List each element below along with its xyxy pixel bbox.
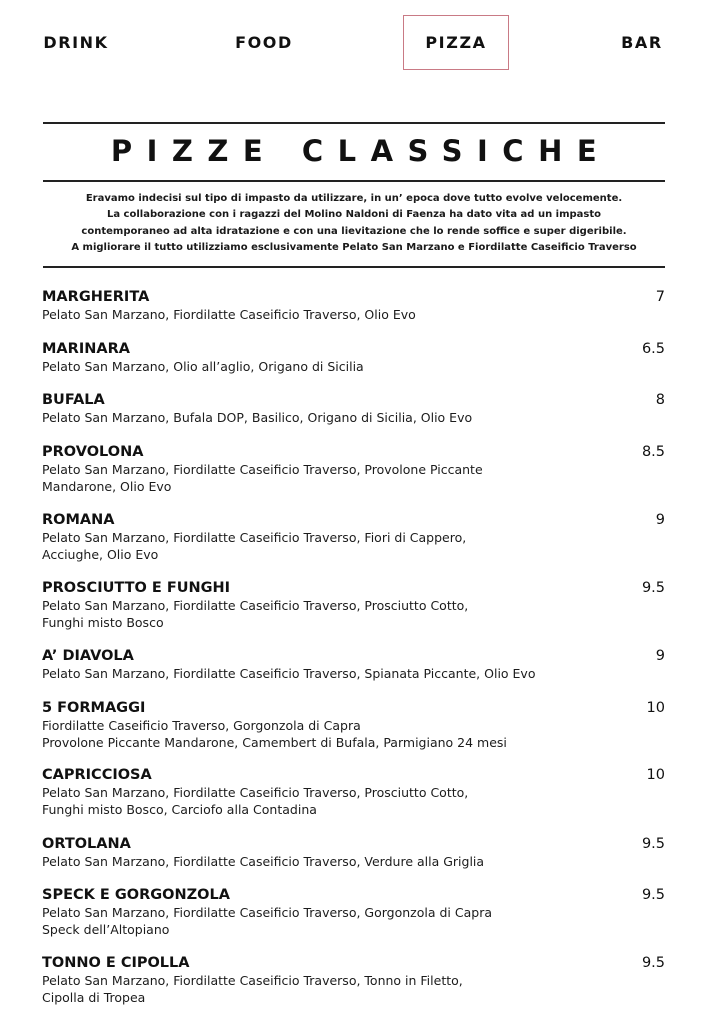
item-description: Provolone Piccante Mandarone, Camembert di Bufala, Parmigiano 24 mesi (42, 735, 507, 750)
item-price: 8 (655, 392, 665, 408)
item-name: PROVOLONA (42, 444, 144, 460)
menu-item-diavola (42, 648, 667, 682)
item-description: Pelato San Marzano, Fiordilatte Caseificio Traverso, Tonno in Filetto, (42, 973, 463, 988)
intro-line: A migliorare il tutto utilizziamo esclusivamente Pelato San Marzano e Fiordilatte Caseificio Traverso (71, 241, 637, 253)
menu-item-speck-e-gorgonzola (42, 887, 667, 938)
tab-pizza[interactable]: PIZZA (403, 15, 509, 70)
section-intro (43, 191, 665, 256)
item-price: 10 (646, 767, 665, 783)
item-name: MARGHERITA (42, 289, 150, 305)
item-name: CAPRICCIOSA (42, 767, 152, 783)
item-name: TONNO E CIPOLLA (42, 955, 190, 971)
item-description: Pelato San Marzano, Fiordilatte Caseificio Traverso, Prosciutto Cotto, (42, 598, 469, 613)
item-price: 9 (655, 648, 665, 664)
intro-line: La collaborazione con i ragazzi del Molino Naldoni di Faenza ha dato vita ad un impasto (106, 209, 602, 221)
menu-item-prosciutto-e-funghi (42, 580, 667, 631)
divider (43, 122, 665, 124)
item-price: 8.5 (641, 444, 665, 460)
item-name: MARINARA (42, 341, 130, 357)
tab-bar[interactable]: BAR (621, 33, 663, 52)
item-description: Pelato San Marzano, Fiordilatte Caseificio Traverso, Olio Evo (42, 307, 416, 322)
menu-item-tonno-e-cipolla (42, 955, 667, 1006)
item-price: 6.5 (641, 341, 665, 357)
item-description: Fiordilatte Caseificio Traverso, Gorgonzola di Capra (42, 718, 361, 733)
item-description: Mandarone, Olio Evo (42, 479, 172, 494)
tab-drink[interactable]: DRINK (43, 33, 109, 52)
item-name: ORTOLANA (42, 836, 131, 852)
item-description: Pelato San Marzano, Fiordilatte Caseificio Traverso, Fiori di Cappero, (42, 530, 467, 545)
item-description: Acciughe, Olio Evo (42, 547, 159, 562)
item-description: Pelato San Marzano, Fiordilatte Caseificio Traverso, Prosciutto Cotto, (42, 785, 469, 800)
item-price: 9.5 (641, 836, 665, 852)
item-name: PROSCIUTTO E FUNGHI (42, 580, 231, 596)
item-price: 10 (646, 700, 665, 716)
divider (43, 266, 665, 268)
menu-item-provolona (42, 444, 667, 495)
item-price: 9.5 (641, 580, 665, 596)
item-description: Cipolla di Tropea (42, 990, 146, 1005)
tab-food[interactable]: FOOD (235, 33, 293, 52)
item-price: 9.5 (641, 955, 665, 971)
item-description: Pelato San Marzano, Fiordilatte Caseificio Traverso, Spianata Piccante, Olio Evo (42, 666, 536, 681)
item-name: 5 FORMAGGI (42, 700, 146, 716)
divider (43, 180, 665, 182)
menu-item-romana (42, 512, 667, 563)
item-description: Pelato San Marzano, Fiordilatte Caseificio Traverso, Verdure alla Griglia (42, 854, 485, 869)
menu-item-5-formaggi (42, 700, 667, 751)
item-price: 9.5 (641, 887, 665, 903)
item-name: A’ DIAVOLA (42, 648, 134, 664)
item-description: Pelato San Marzano, Fiordilatte Caseificio Traverso, Gorgonzola di Capra (42, 905, 492, 920)
intro-line: contemporaneo ad alta idratazione e con una lievitazione che lo rende soffice e super digeribile. (81, 225, 627, 237)
section-title: PIZZE CLASSICHE (110, 134, 612, 168)
menu-item-ortolana (42, 836, 667, 870)
menu-item-marinara (42, 341, 667, 375)
menu-item-margherita (42, 289, 667, 323)
item-name: ROMANA (42, 512, 115, 528)
item-description: Speck dell’Altopiano (42, 922, 170, 937)
item-price: 7 (655, 289, 665, 305)
intro-line: Eravamo indecisi sul tipo di impasto da utilizzare, in un’ epoca dove tutto evolve velocemente. (85, 193, 623, 204)
item-description: Funghi misto Bosco (42, 615, 164, 630)
item-price: 9 (655, 512, 665, 528)
menu-item-bufala (42, 392, 667, 426)
item-description: Funghi misto Bosco, Carciofo alla Contadina (42, 802, 317, 817)
category-nav (0, 0, 708, 86)
item-name: BUFALA (42, 392, 105, 408)
menu-item-capricciosa (42, 767, 667, 818)
item-name: SPECK E GORGONZOLA (42, 887, 230, 903)
item-description: Pelato San Marzano, Bufala DOP, Basilico, Origano di Sicilia, Olio Evo (42, 410, 473, 425)
item-description: Pelato San Marzano, Olio all’aglio, Origano di Sicilia (42, 359, 364, 374)
item-description: Pelato San Marzano, Fiordilatte Caseificio Traverso, Provolone Piccante (42, 462, 483, 477)
